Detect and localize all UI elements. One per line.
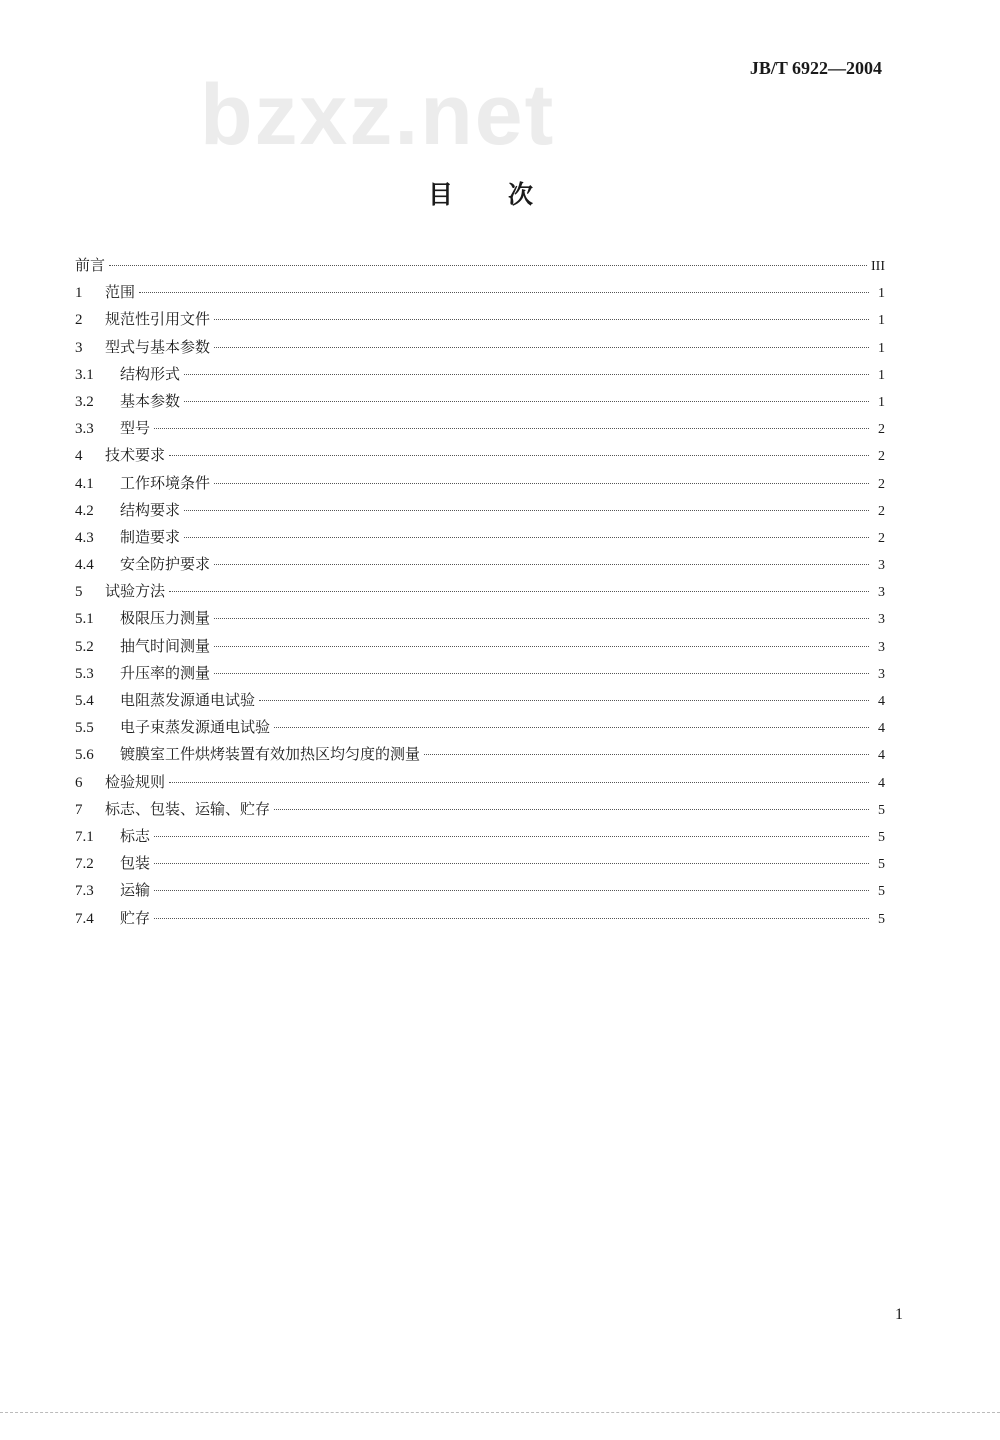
leader-dots: [154, 836, 869, 837]
toc-entry-number: 5.1: [75, 611, 94, 628]
page-number: 1: [895, 1306, 903, 1323]
toc-entry-title: 结构形式: [120, 364, 181, 383]
page-title: 目次: [428, 180, 589, 209]
leader-dots: [184, 401, 869, 402]
toc-entry[interactable]: [75, 446, 885, 473]
toc-entry[interactable]: [75, 773, 885, 800]
toc-entry-number: 6: [75, 774, 83, 791]
leader-dots: [169, 782, 869, 783]
toc-entry-title: 电阻蒸发源通电试验: [120, 691, 256, 709]
toc-entry-number: 5.4: [75, 693, 94, 709]
toc-entry-title: 检验规则: [105, 772, 166, 791]
toc-entry[interactable]: [75, 827, 885, 854]
toc-entry-number: 3.3: [75, 421, 94, 438]
leader-dots: [274, 727, 869, 728]
leader-dots: [184, 510, 869, 511]
toc-entry-page: 1: [878, 394, 885, 410]
toc-entry-page: 5: [878, 911, 885, 927]
table-of-contents: [75, 256, 885, 936]
toc-entry-title: 标志、包装、运输、贮存: [105, 799, 271, 818]
toc-entry-number: 3.1: [75, 366, 94, 383]
toc-entry-page: 4: [878, 748, 885, 764]
toc-entry-page: 5: [878, 884, 885, 900]
toc-entry-number: 7.4: [75, 910, 94, 927]
toc-entry[interactable]: [75, 582, 885, 609]
toc-entry-title: 抽气时间测量: [120, 636, 211, 655]
toc-entry-number: 7.3: [75, 883, 94, 900]
toc-entry-page: 3: [878, 558, 885, 574]
leader-dots: [169, 455, 869, 456]
toc-entry[interactable]: [75, 800, 885, 827]
toc-entry[interactable]: [75, 854, 885, 881]
toc-entry-page: 1: [878, 340, 885, 356]
leader-dots: [139, 292, 869, 293]
leader-dots: [184, 374, 869, 375]
toc-entry[interactable]: [75, 310, 885, 337]
toc-entry-number: 5.3: [75, 665, 94, 682]
leader-dots: [274, 809, 869, 810]
toc-entry-title: 结构要求: [120, 500, 181, 519]
leader-dots: [154, 890, 869, 891]
toc-entry-title: 型号: [120, 419, 151, 438]
toc-entry-title: 试验方法: [105, 582, 166, 601]
toc-entry-page: 2: [878, 422, 885, 438]
toc-entry[interactable]: [75, 283, 885, 310]
toc-entry-title: 安全防护要求: [120, 555, 211, 574]
toc-entry[interactable]: [75, 501, 885, 528]
toc-entry[interactable]: [75, 664, 885, 691]
toc-entry-title: 包装: [120, 854, 151, 873]
leader-dots: [259, 700, 869, 701]
toc-entry-page: 3: [878, 585, 885, 601]
toc-entry-page: 2: [878, 503, 885, 519]
toc-entry[interactable]: [75, 256, 885, 283]
toc-entry-title: 工作环境条件: [120, 473, 211, 492]
toc-entry-title: 贮存: [120, 908, 151, 927]
toc-entry[interactable]: [75, 555, 885, 582]
leader-dots: [154, 863, 869, 864]
toc-entry-page: 2: [878, 476, 885, 492]
toc-entry-number: 3: [75, 339, 83, 356]
toc-entry-number: 7: [75, 801, 83, 818]
watermark: bzxz.net: [200, 67, 556, 163]
toc-entry-page: 4: [878, 775, 885, 791]
toc-entry-page: 2: [878, 530, 885, 546]
toc-entry-page: 5: [878, 802, 885, 818]
toc-entry-page: 3: [878, 612, 885, 628]
toc-entry-title: 极限压力测量: [120, 609, 211, 628]
toc-entry-title: 制造要求: [120, 527, 181, 546]
toc-entry-page: 4: [878, 721, 885, 737]
toc-entry-page: 5: [878, 829, 885, 845]
toc-entry-title: 规范性引用文件: [105, 310, 211, 329]
leader-dots: [214, 646, 869, 647]
toc-entry-title: 升压率的测量: [120, 663, 211, 682]
toc-entry-page: 3: [878, 639, 885, 655]
leader-dots: [214, 347, 869, 348]
toc-entry-number: 4.4: [75, 557, 94, 574]
toc-entry-title: 型式与基本参数: [105, 337, 211, 356]
toc-entry[interactable]: [75, 365, 885, 392]
leader-dots: [424, 754, 869, 755]
leader-dots: [214, 673, 869, 674]
leader-dots: [214, 319, 869, 320]
toc-entry-number: 7.1: [75, 828, 94, 845]
toc-entry[interactable]: [75, 474, 885, 501]
toc-entry-number: 1: [75, 285, 83, 302]
toc-entry-page: III: [871, 259, 885, 274]
toc-entry-page: 1: [878, 367, 885, 383]
toc-entry[interactable]: [75, 392, 885, 419]
toc-entry-number: 2: [75, 312, 83, 329]
toc-entry-page: 2: [878, 449, 885, 465]
leader-dots: [154, 918, 869, 919]
toc-entry-number: 4.2: [75, 502, 94, 519]
toc-entry[interactable]: [75, 691, 885, 718]
toc-entry[interactable]: [75, 637, 885, 664]
toc-entry-title: 电子束蒸发源通电试验: [120, 718, 271, 737]
toc-entry-page: 3: [878, 666, 885, 682]
toc-entry-number: 7.2: [75, 856, 94, 873]
toc-entry-number: 4: [75, 448, 83, 465]
toc-entry-title: 前言: [75, 256, 106, 274]
leader-dots: [154, 428, 869, 429]
toc-entry[interactable]: [75, 881, 885, 908]
leader-dots: [214, 483, 869, 484]
leader-dots: [109, 265, 867, 266]
toc-entry-number: 5.2: [75, 638, 94, 655]
leader-dots: [214, 618, 869, 619]
toc-entry-number: 5: [75, 584, 83, 601]
toc-entry-title: 范围: [105, 283, 136, 302]
toc-entry[interactable]: [75, 745, 885, 772]
leader-dots: [184, 537, 869, 538]
toc-entry-title: 技术要求: [105, 446, 166, 465]
toc-entry[interactable]: [75, 909, 885, 936]
toc-entry-number: 4.1: [75, 475, 94, 492]
toc-entry[interactable]: [75, 528, 885, 555]
toc-entry-title: 标志: [120, 826, 151, 845]
toc-entry-number: 3.2: [75, 393, 94, 410]
toc-entry-number: 5.6: [75, 747, 94, 764]
toc-entry[interactable]: [75, 609, 885, 636]
standard-code: JB/T 6922—2004: [749, 58, 882, 78]
leader-dots: [214, 564, 869, 565]
toc-entry[interactable]: [75, 338, 885, 365]
leader-dots: [169, 591, 869, 592]
toc-entry-page: 4: [878, 694, 885, 709]
toc-entry-title: 镀膜室工件烘烤装置有效加热区均匀度的测量: [120, 745, 421, 764]
toc-entry-page: 1: [878, 286, 885, 302]
toc-entry[interactable]: [75, 718, 885, 745]
toc-entry-title: 运输: [120, 881, 151, 900]
toc-entry[interactable]: [75, 419, 885, 446]
toc-entry-page: 1: [878, 313, 885, 329]
toc-entry-page: 5: [878, 857, 885, 873]
toc-entry-number: 5.5: [75, 720, 94, 737]
toc-entry-title: 基本参数: [120, 391, 181, 410]
toc-entry-number: 4.3: [75, 529, 94, 546]
scan-edge-line: [0, 1412, 1000, 1413]
